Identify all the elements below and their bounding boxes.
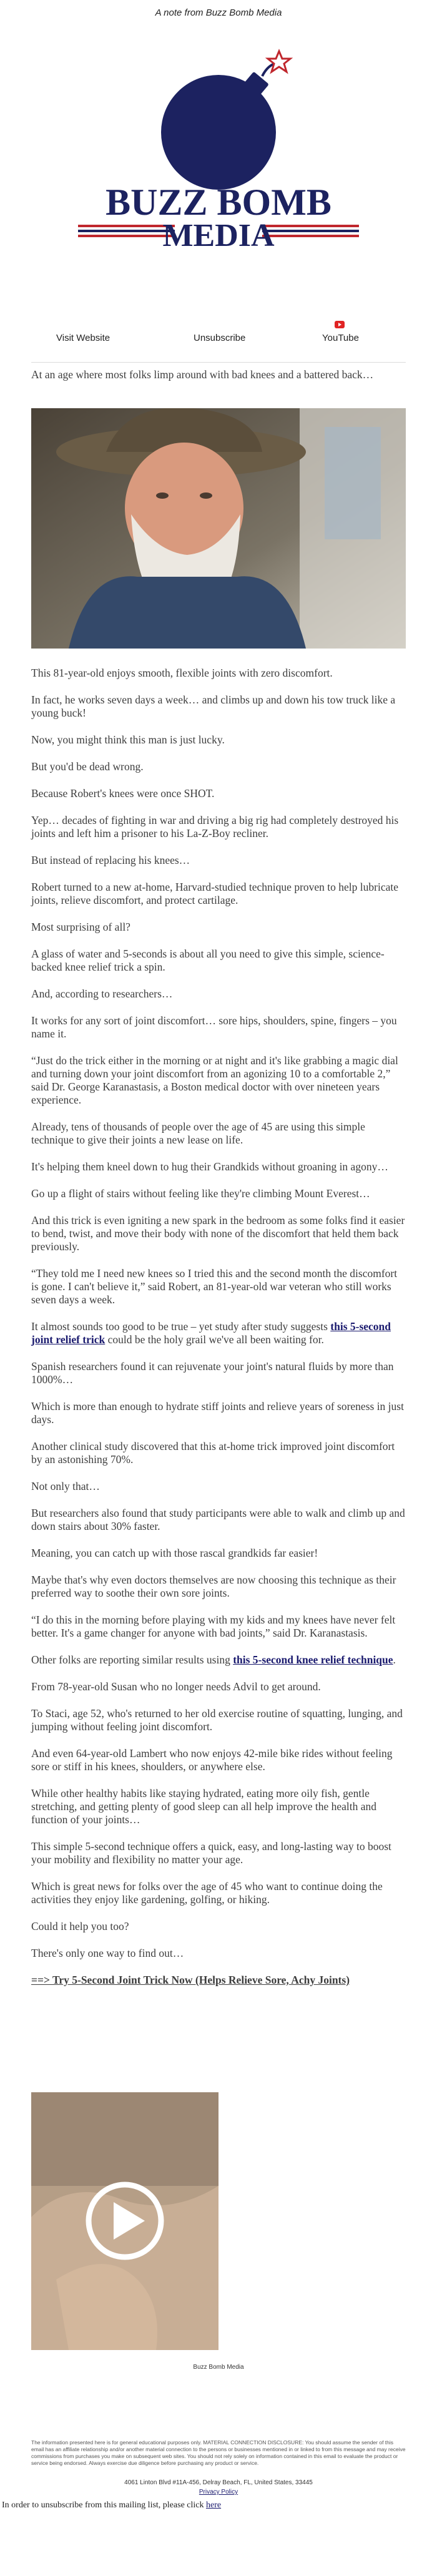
youtube-link[interactable]: YouTube xyxy=(322,333,359,343)
unsubscribe-here-link[interactable]: here xyxy=(205,2500,222,2510)
footer-disclaimer: The information presented here is for general educational purposes only. MATERIAL CONNECTION DISCLOSURE: You should assume the sender of this email has an affiliate relationship and/or another material connection to the persons or businesses mentioned in or linked to from this message and may receive commissions from purchases you make on subsequent web sites. You should not rely solely on information contained in this email to evaluate the product or service being endorsed. Always exercise due diligence before purchasing any product or service. xyxy=(31,2439,406,2466)
paragraph: And, according to researchers… xyxy=(31,987,173,1000)
paragraph: Now, you might think this man is just lucky. xyxy=(31,733,225,746)
joint-relief-trick-link[interactable]: this 5-second joint relief trick xyxy=(31,1320,391,1346)
paragraph: Could it help you too? xyxy=(31,1920,129,1932)
unsubscribe-text: In order to unsubscribe from this mailing list, please click xyxy=(2,2500,206,2510)
footer-company: Buzz Bomb Media xyxy=(193,2364,244,2371)
video-thumbnail-illustration xyxy=(31,2092,219,2350)
paragraph: There's only one way to find out… xyxy=(31,1947,184,1959)
paragraph: A glass of water and 5-seconds is about all you need to give this simple, science-backed knee relief trick a spin. xyxy=(31,948,385,973)
paragraph: From 78-year-old Susan who no longer needs Advil to get around. xyxy=(31,1680,321,1693)
visit-website-link[interactable]: Visit Website xyxy=(56,333,110,343)
nav-bar xyxy=(31,318,406,356)
logo-line1: BUZZ BOMB xyxy=(106,182,331,223)
paragraph: While other healthy habits like staying hydrated, eating more oily fish, gentle stretching, and getting plenty of good sleep can all help improve the health and function of your joints… xyxy=(31,1787,377,1826)
video-thumbnail[interactable] xyxy=(31,2092,219,2350)
footer xyxy=(0,2364,437,2371)
paragraph: This 81-year-old enjoys smooth, flexible joints with zero discomfort. xyxy=(31,667,333,679)
paragraph: Most surprising of all? xyxy=(31,921,130,933)
paragraph: But instead of replacing his knees… xyxy=(31,854,190,866)
brand-logo xyxy=(0,27,437,272)
paragraph xyxy=(31,1320,406,1346)
paragraph: Which is great news for folks over the age of 45 who want to continue doing the activities they enjoy like gardening, golfing, or hiking. xyxy=(31,1880,383,1906)
paragraph: But you'd be dead wrong. xyxy=(31,760,144,773)
hero-photo-illustration xyxy=(31,408,406,649)
unsubscribe-link[interactable]: Unsubscribe xyxy=(194,333,246,343)
text: could be the holy grail we've all been waiting for. xyxy=(105,1333,324,1346)
text: . xyxy=(393,1653,396,1666)
footer-address: 4061 Linton Blvd #11A-456, Delray Beach, FL, United States, 33445 xyxy=(124,2479,313,2486)
paragraph: It's helping them kneel down to hug their Grandkids without groaning in agony… xyxy=(31,1160,388,1173)
paragraph: Not only that… xyxy=(31,1480,100,1492)
paragraph: Spanish researchers found it can rejuvenate your joint's natural fluids by more than 1000%… xyxy=(31,1360,394,1386)
bomb-logo-graphic xyxy=(0,27,437,272)
unsubscribe-footer xyxy=(2,2500,221,2510)
logo-stripe-left-mid xyxy=(78,230,175,232)
logo-stripe-right-mid xyxy=(262,230,359,232)
logo-stripe-right-bottom xyxy=(262,235,359,237)
youtube-icon[interactable] xyxy=(335,321,345,328)
paragraph: Yep… decades of fighting in war and driving a big rig had completely destroyed his joints and left him a prisoner to his La-Z-Boy recliner. xyxy=(31,814,399,840)
paragraph: Go up a flight of stairs without feeling like they're climbing Mount Everest… xyxy=(31,1187,370,1200)
hero-photo-old-man[interactable] xyxy=(31,408,406,649)
text: It almost sounds too good to be true – yet study after study suggests xyxy=(31,1320,331,1333)
paragraph: And this trick is even igniting a new spark in the bedroom as some folks find it easier to bend, twist, and move their body with none of the discomfort that held them back previously. xyxy=(31,1214,405,1253)
cta-link[interactable]: ==> Try 5-Second Joint Trick Now (Helps Relieve Sore, Achy Joints) xyxy=(31,1974,350,1986)
paragraph: “I do this in the morning before playing with my kids and my knees have never felt better. It's a game changer for anyone with bad joints,” said Dr. Karanastasis. xyxy=(31,1614,396,1639)
paragraph: At an age where most folks limp around with bad knees and a battered back… xyxy=(31,368,374,381)
nav-divider xyxy=(31,362,406,363)
paragraph: It works for any sort of joint discomfort… sore hips, shoulders, spine, fingers – you name it. xyxy=(31,1014,397,1040)
paragraph xyxy=(31,1653,406,1667)
paragraph: Because Robert's knees were once SHOT. xyxy=(31,787,215,800)
privacy-policy-link[interactable]: Privacy Policy xyxy=(199,2489,238,2495)
paragraph: To Staci, age 52, who's returned to her old exercise routine of squatting, lunging, and jumping without feeling joint discomfort. xyxy=(31,1707,403,1733)
knee-relief-technique-link[interactable]: this 5-second knee relief technique xyxy=(233,1653,393,1666)
paragraph: Meaning, you can catch up with those rascal grandkids far easier! xyxy=(31,1547,318,1559)
logo-stripe-left-top xyxy=(78,225,175,227)
paragraph: Another clinical study discovered that this at-home trick improved joint discomfort by an astonishing 70%. xyxy=(31,1440,395,1466)
paragraph: And even 64-year-old Lambert who now enjoys 42-mile bike rides without feeling sore or stiff in his knees, shoulders, or anywhere else. xyxy=(31,1747,393,1773)
spark-icon xyxy=(268,51,290,72)
article-body xyxy=(31,667,406,2001)
paragraph: In fact, he works seven days a week… and climbs up and down his tow truck like a young buck! xyxy=(31,693,396,719)
paragraph: But researchers also found that study participants were able to walk and climb up and down stairs about 30% faster. xyxy=(31,1507,405,1532)
paragraph: Already, tens of thousands of people over the age of 45 are using this simple technique to give their joints a new lease on life. xyxy=(31,1120,365,1146)
logo-stripe-left-bottom xyxy=(78,235,175,237)
paragraph: “Just do the trick either in the morning or at night and it's like grabbing a magic dial and turning down your joint discomfort from an agonizing 10 to a comfortable 2,” said Dr. George Karanastasis, a Boston medical doctor with over nineteen years experience. xyxy=(31,1054,398,1106)
header-note: A note from Buzz Bomb Media xyxy=(155,7,282,18)
paragraph: “They told me I need new knees so I tried this and the second month the discomfort is gone. I can't believe it,” said Robert, an 81-year-old war veteran who still works seven days a week. xyxy=(31,1267,398,1306)
paragraph: Which is more than enough to hydrate stiff joints and relieve years of soreness in just days. xyxy=(31,1400,404,1426)
text: Other folks are reporting similar results using xyxy=(31,1653,233,1666)
logo-line2: MEDIA xyxy=(162,218,275,253)
logo-stripe-right-top xyxy=(262,225,359,227)
paragraph: Robert turned to a new at-home, Harvard-studied technique proven to help lubricate joints, relieve discomfort, and protect cartilage. xyxy=(31,881,398,906)
article-intro xyxy=(31,368,406,395)
paragraph: This simple 5-second technique offers a quick, easy, and long-lasting way to boost your mobility and flexibility no matter your age. xyxy=(31,1840,391,1866)
paragraph: Maybe that's why even doctors themselves are now choosing this technique as their preferred way to soothe their own sore joints. xyxy=(31,1574,396,1599)
